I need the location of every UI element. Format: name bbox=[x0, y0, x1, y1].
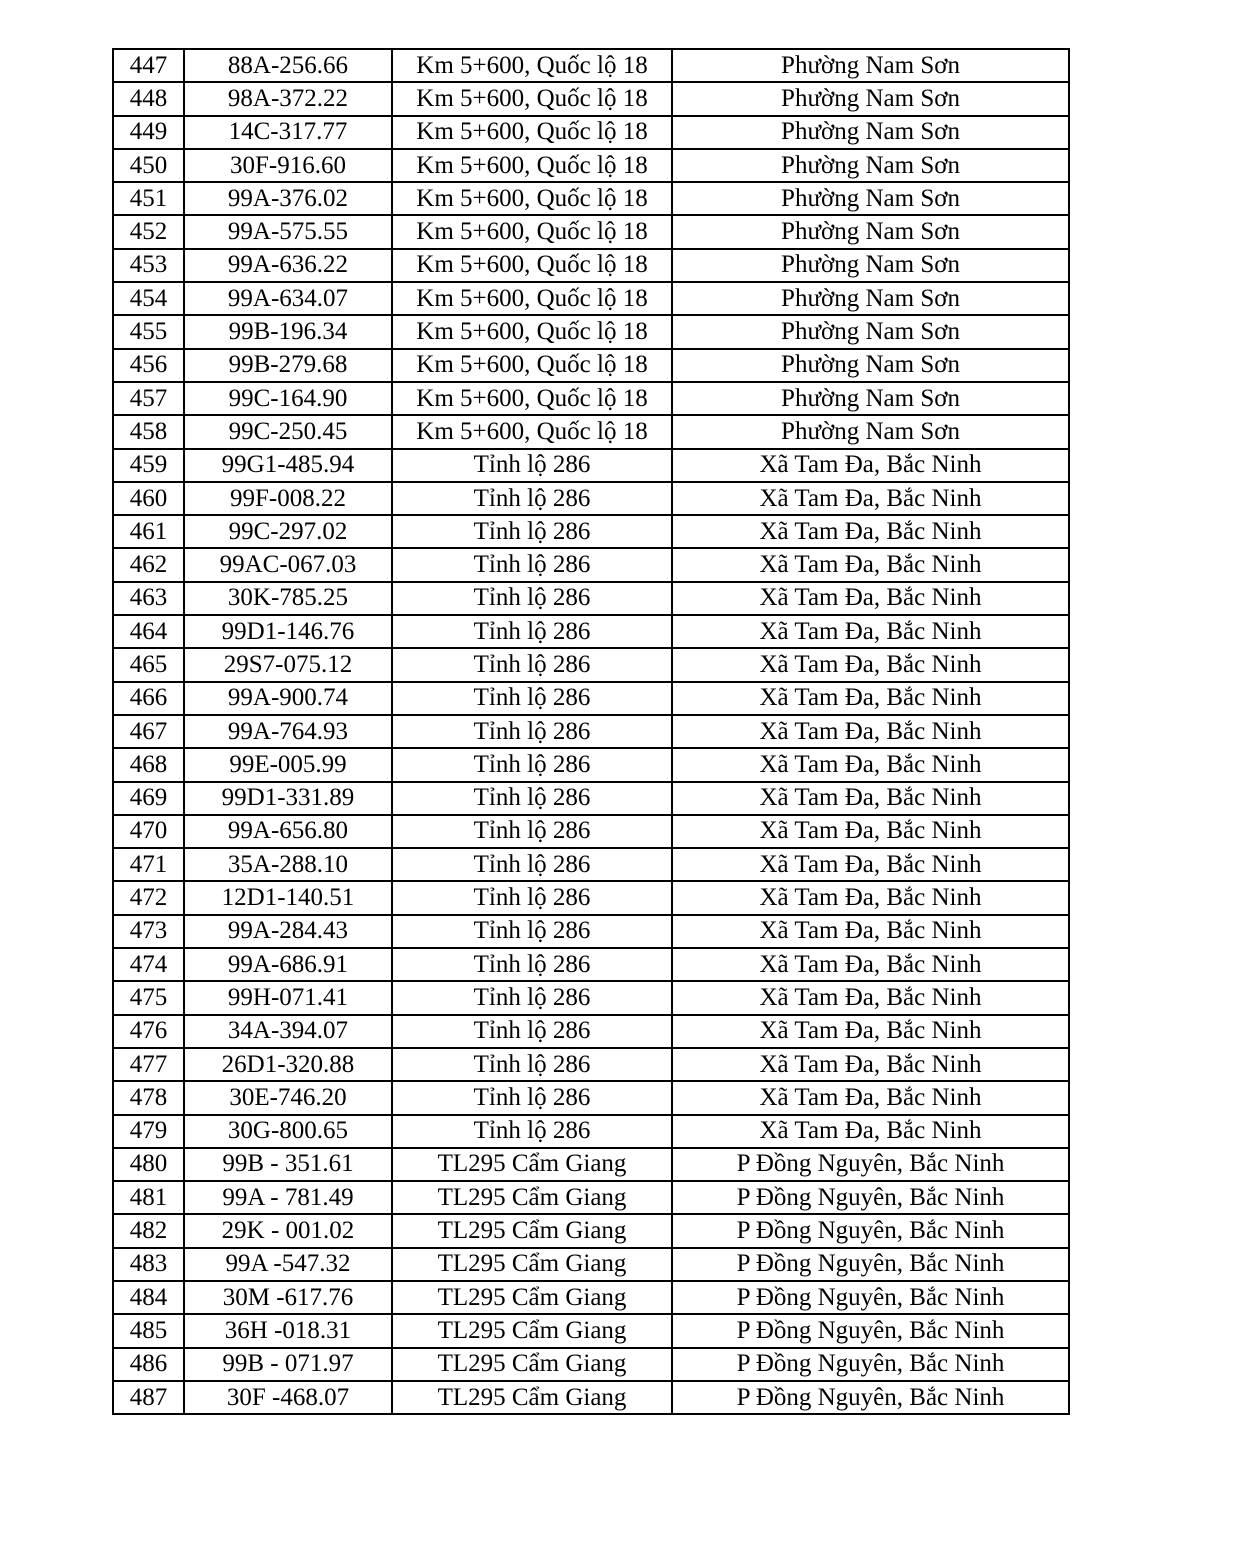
administrative-unit-cell: P Đồng Nguyên, Bắc Ninh bbox=[672, 1248, 1069, 1281]
license-plate-cell: 99A-376.02 bbox=[184, 182, 392, 215]
table-row bbox=[113, 1281, 1069, 1314]
administrative-unit-cell: Xã Tam Đa, Bắc Ninh bbox=[672, 548, 1069, 581]
license-plate-cell: 30E-746.20 bbox=[184, 1081, 392, 1114]
table-row bbox=[113, 948, 1069, 981]
row-number-cell: 449 bbox=[113, 116, 184, 149]
violation-location-cell: Tỉnh lộ 286 bbox=[392, 881, 672, 914]
table-row bbox=[113, 1148, 1069, 1181]
table-row bbox=[113, 1214, 1069, 1247]
table-row bbox=[113, 782, 1069, 815]
license-plate-cell: 99B - 351.61 bbox=[184, 1148, 392, 1181]
table-row bbox=[113, 881, 1069, 914]
table-row bbox=[113, 515, 1069, 548]
row-number-cell: 465 bbox=[113, 648, 184, 681]
table-row bbox=[113, 715, 1069, 748]
administrative-unit-cell: Xã Tam Đa, Bắc Ninh bbox=[672, 515, 1069, 548]
table-body bbox=[113, 49, 1069, 1414]
table-row bbox=[113, 1015, 1069, 1048]
violation-location-cell: TL295 Cẩm Giang bbox=[392, 1248, 672, 1281]
violation-location-cell: Tỉnh lộ 286 bbox=[392, 915, 672, 948]
row-number-cell: 473 bbox=[113, 915, 184, 948]
row-number-cell: 478 bbox=[113, 1081, 184, 1114]
administrative-unit-cell: P Đồng Nguyên, Bắc Ninh bbox=[672, 1148, 1069, 1181]
violation-location-cell: Tỉnh lộ 286 bbox=[392, 648, 672, 681]
license-plate-cell: 99A - 781.49 bbox=[184, 1181, 392, 1214]
table-row bbox=[113, 116, 1069, 149]
administrative-unit-cell: Xã Tam Đa, Bắc Ninh bbox=[672, 1081, 1069, 1114]
row-number-cell: 453 bbox=[113, 249, 184, 282]
violation-location-cell: Km 5+600, Quốc lộ 18 bbox=[392, 215, 672, 248]
row-number-cell: 486 bbox=[113, 1348, 184, 1381]
license-plate-cell: 35A-288.10 bbox=[184, 848, 392, 881]
violation-location-cell: Km 5+600, Quốc lộ 18 bbox=[392, 415, 672, 448]
table-row bbox=[113, 1115, 1069, 1148]
violation-location-cell: Tỉnh lộ 286 bbox=[392, 715, 672, 748]
violation-location-cell: Tỉnh lộ 286 bbox=[392, 515, 672, 548]
administrative-unit-cell: Phường Nam Sơn bbox=[672, 116, 1069, 149]
license-plate-cell: 26D1-320.88 bbox=[184, 1048, 392, 1081]
table-row bbox=[113, 349, 1069, 382]
violation-location-cell: Tỉnh lộ 286 bbox=[392, 748, 672, 781]
license-plate-cell: 98A-372.22 bbox=[184, 82, 392, 115]
violation-location-cell: Tỉnh lộ 286 bbox=[392, 482, 672, 515]
license-plate-cell: 99B - 071.97 bbox=[184, 1348, 392, 1381]
row-number-cell: 471 bbox=[113, 848, 184, 881]
row-number-cell: 472 bbox=[113, 881, 184, 914]
violation-location-cell: Tỉnh lộ 286 bbox=[392, 1015, 672, 1048]
administrative-unit-cell: P Đồng Nguyên, Bắc Ninh bbox=[672, 1381, 1069, 1414]
license-plate-cell: 36H -018.31 bbox=[184, 1314, 392, 1347]
row-number-cell: 455 bbox=[113, 315, 184, 348]
administrative-unit-cell: Xã Tam Đa, Bắc Ninh bbox=[672, 748, 1069, 781]
violation-location-cell: TL295 Cẩm Giang bbox=[392, 1181, 672, 1214]
row-number-cell: 485 bbox=[113, 1314, 184, 1347]
table-row bbox=[113, 1248, 1069, 1281]
row-number-cell: 451 bbox=[113, 182, 184, 215]
row-number-cell: 466 bbox=[113, 682, 184, 715]
license-plate-cell: 34A-394.07 bbox=[184, 1015, 392, 1048]
row-number-cell: 463 bbox=[113, 582, 184, 615]
table-row bbox=[113, 182, 1069, 215]
administrative-unit-cell: Xã Tam Đa, Bắc Ninh bbox=[672, 582, 1069, 615]
row-number-cell: 482 bbox=[113, 1214, 184, 1247]
license-plate-cell: 99C-297.02 bbox=[184, 515, 392, 548]
table-row bbox=[113, 548, 1069, 581]
violation-location-cell: Tỉnh lộ 286 bbox=[392, 848, 672, 881]
administrative-unit-cell: Phường Nam Sơn bbox=[672, 149, 1069, 182]
row-number-cell: 480 bbox=[113, 1148, 184, 1181]
administrative-unit-cell: Xã Tam Đa, Bắc Ninh bbox=[672, 948, 1069, 981]
row-number-cell: 477 bbox=[113, 1048, 184, 1081]
violation-location-cell: TL295 Cẩm Giang bbox=[392, 1148, 672, 1181]
administrative-unit-cell: Phường Nam Sơn bbox=[672, 415, 1069, 448]
violation-location-cell: Tỉnh lộ 286 bbox=[392, 1081, 672, 1114]
table-row bbox=[113, 1348, 1069, 1381]
administrative-unit-cell: P Đồng Nguyên, Bắc Ninh bbox=[672, 1348, 1069, 1381]
table-row bbox=[113, 1381, 1069, 1414]
administrative-unit-cell: Xã Tam Đa, Bắc Ninh bbox=[672, 881, 1069, 914]
violation-location-cell: Tỉnh lộ 286 bbox=[392, 615, 672, 648]
table-row bbox=[113, 449, 1069, 482]
license-plate-cell: 99H-071.41 bbox=[184, 981, 392, 1014]
row-number-cell: 462 bbox=[113, 548, 184, 581]
license-plate-cell: 30M -617.76 bbox=[184, 1281, 392, 1314]
table-row bbox=[113, 582, 1069, 615]
administrative-unit-cell: Xã Tam Đa, Bắc Ninh bbox=[672, 615, 1069, 648]
table-row bbox=[113, 282, 1069, 315]
row-number-cell: 454 bbox=[113, 282, 184, 315]
violation-location-cell: Tỉnh lộ 286 bbox=[392, 682, 672, 715]
administrative-unit-cell: Xã Tam Đa, Bắc Ninh bbox=[672, 915, 1069, 948]
table-row bbox=[113, 848, 1069, 881]
row-number-cell: 448 bbox=[113, 82, 184, 115]
administrative-unit-cell: Phường Nam Sơn bbox=[672, 382, 1069, 415]
table-row bbox=[113, 748, 1069, 781]
table-row bbox=[113, 415, 1069, 448]
license-plate-cell: 99AC-067.03 bbox=[184, 548, 392, 581]
administrative-unit-cell: P Đồng Nguyên, Bắc Ninh bbox=[672, 1281, 1069, 1314]
row-number-cell: 476 bbox=[113, 1015, 184, 1048]
license-plate-cell: 99E-005.99 bbox=[184, 748, 392, 781]
table-row bbox=[113, 215, 1069, 248]
license-plate-cell: 99D1-331.89 bbox=[184, 782, 392, 815]
violations-table bbox=[112, 48, 1070, 1415]
administrative-unit-cell: Phường Nam Sơn bbox=[672, 249, 1069, 282]
license-plate-cell: 99F-008.22 bbox=[184, 482, 392, 515]
table-row bbox=[113, 249, 1069, 282]
license-plate-cell: 14C-317.77 bbox=[184, 116, 392, 149]
administrative-unit-cell: Phường Nam Sơn bbox=[672, 315, 1069, 348]
violation-location-cell: Tỉnh lộ 286 bbox=[392, 1115, 672, 1148]
table-row bbox=[113, 648, 1069, 681]
license-plate-cell: 99A-686.91 bbox=[184, 948, 392, 981]
administrative-unit-cell: Xã Tam Đa, Bắc Ninh bbox=[672, 482, 1069, 515]
violation-location-cell: Tỉnh lộ 286 bbox=[392, 815, 672, 848]
violation-location-cell: Km 5+600, Quốc lộ 18 bbox=[392, 349, 672, 382]
violation-location-cell: Tỉnh lộ 286 bbox=[392, 1048, 672, 1081]
violation-location-cell: Km 5+600, Quốc lộ 18 bbox=[392, 282, 672, 315]
row-number-cell: 459 bbox=[113, 449, 184, 482]
row-number-cell: 458 bbox=[113, 415, 184, 448]
administrative-unit-cell: Xã Tam Đa, Bắc Ninh bbox=[672, 1115, 1069, 1148]
table-row bbox=[113, 149, 1069, 182]
administrative-unit-cell: Xã Tam Đa, Bắc Ninh bbox=[672, 981, 1069, 1014]
table-row bbox=[113, 682, 1069, 715]
table-row bbox=[113, 1314, 1069, 1347]
violation-location-cell: Km 5+600, Quốc lộ 18 bbox=[392, 249, 672, 282]
license-plate-cell: 99D1-146.76 bbox=[184, 615, 392, 648]
license-plate-cell: 99A-636.22 bbox=[184, 249, 392, 282]
violation-location-cell: Tỉnh lộ 286 bbox=[392, 582, 672, 615]
violation-location-cell: Km 5+600, Quốc lộ 18 bbox=[392, 49, 672, 82]
license-plate-cell: 99C-164.90 bbox=[184, 382, 392, 415]
row-number-cell: 468 bbox=[113, 748, 184, 781]
table-row bbox=[113, 981, 1069, 1014]
violation-location-cell: TL295 Cẩm Giang bbox=[392, 1314, 672, 1347]
violation-location-cell: TL295 Cẩm Giang bbox=[392, 1281, 672, 1314]
violation-location-cell: Km 5+600, Quốc lộ 18 bbox=[392, 82, 672, 115]
license-plate-cell: 99G1-485.94 bbox=[184, 449, 392, 482]
license-plate-cell: 99A-634.07 bbox=[184, 282, 392, 315]
table-row bbox=[113, 915, 1069, 948]
row-number-cell: 456 bbox=[113, 349, 184, 382]
violation-location-cell: Km 5+600, Quốc lộ 18 bbox=[392, 116, 672, 149]
table-row bbox=[113, 382, 1069, 415]
row-number-cell: 450 bbox=[113, 149, 184, 182]
administrative-unit-cell: Xã Tam Đa, Bắc Ninh bbox=[672, 682, 1069, 715]
row-number-cell: 487 bbox=[113, 1381, 184, 1414]
row-number-cell: 460 bbox=[113, 482, 184, 515]
violation-location-cell: Km 5+600, Quốc lộ 18 bbox=[392, 382, 672, 415]
violation-location-cell: TL295 Cẩm Giang bbox=[392, 1381, 672, 1414]
license-plate-cell: 99A-764.93 bbox=[184, 715, 392, 748]
violation-location-cell: Tỉnh lộ 286 bbox=[392, 981, 672, 1014]
row-number-cell: 469 bbox=[113, 782, 184, 815]
violation-location-cell: Tỉnh lộ 286 bbox=[392, 548, 672, 581]
administrative-unit-cell: Xã Tam Đa, Bắc Ninh bbox=[672, 848, 1069, 881]
row-number-cell: 461 bbox=[113, 515, 184, 548]
administrative-unit-cell: Phường Nam Sơn bbox=[672, 82, 1069, 115]
table-row bbox=[113, 615, 1069, 648]
table-row bbox=[113, 482, 1069, 515]
row-number-cell: 457 bbox=[113, 382, 184, 415]
administrative-unit-cell: Phường Nam Sơn bbox=[672, 282, 1069, 315]
license-plate-cell: 99B-279.68 bbox=[184, 349, 392, 382]
row-number-cell: 484 bbox=[113, 1281, 184, 1314]
table-row bbox=[113, 1181, 1069, 1214]
violation-location-cell: Tỉnh lộ 286 bbox=[392, 948, 672, 981]
table-row bbox=[113, 82, 1069, 115]
administrative-unit-cell: P Đồng Nguyên, Bắc Ninh bbox=[672, 1314, 1069, 1347]
administrative-unit-cell: Xã Tam Đa, Bắc Ninh bbox=[672, 449, 1069, 482]
table-row bbox=[113, 49, 1069, 82]
license-plate-cell: 99A-900.74 bbox=[184, 682, 392, 715]
row-number-cell: 479 bbox=[113, 1115, 184, 1148]
violation-location-cell: Km 5+600, Quốc lộ 18 bbox=[392, 149, 672, 182]
violation-location-cell: Km 5+600, Quốc lộ 18 bbox=[392, 182, 672, 215]
license-plate-cell: 30F -468.07 bbox=[184, 1381, 392, 1414]
license-plate-cell: 29S7-075.12 bbox=[184, 648, 392, 681]
violation-location-cell: TL295 Cẩm Giang bbox=[392, 1214, 672, 1247]
administrative-unit-cell: Xã Tam Đa, Bắc Ninh bbox=[672, 1015, 1069, 1048]
license-plate-cell: 99B-196.34 bbox=[184, 315, 392, 348]
violation-location-cell: Tỉnh lộ 286 bbox=[392, 449, 672, 482]
row-number-cell: 475 bbox=[113, 981, 184, 1014]
table-row bbox=[113, 315, 1069, 348]
violation-location-cell: TL295 Cẩm Giang bbox=[392, 1348, 672, 1381]
license-plate-cell: 29K - 001.02 bbox=[184, 1214, 392, 1247]
administrative-unit-cell: Xã Tam Đa, Bắc Ninh bbox=[672, 815, 1069, 848]
administrative-unit-cell: Xã Tam Đa, Bắc Ninh bbox=[672, 715, 1069, 748]
administrative-unit-cell: Xã Tam Đa, Bắc Ninh bbox=[672, 648, 1069, 681]
row-number-cell: 447 bbox=[113, 49, 184, 82]
row-number-cell: 474 bbox=[113, 948, 184, 981]
administrative-unit-cell: Xã Tam Đa, Bắc Ninh bbox=[672, 782, 1069, 815]
table-row bbox=[113, 1081, 1069, 1114]
license-plate-cell: 30G-800.65 bbox=[184, 1115, 392, 1148]
license-plate-cell: 30K-785.25 bbox=[184, 582, 392, 615]
license-plate-cell: 99A-575.55 bbox=[184, 215, 392, 248]
row-number-cell: 483 bbox=[113, 1248, 184, 1281]
row-number-cell: 481 bbox=[113, 1181, 184, 1214]
administrative-unit-cell: Phường Nam Sơn bbox=[672, 49, 1069, 82]
row-number-cell: 452 bbox=[113, 215, 184, 248]
row-number-cell: 470 bbox=[113, 815, 184, 848]
row-number-cell: 464 bbox=[113, 615, 184, 648]
administrative-unit-cell: P Đồng Nguyên, Bắc Ninh bbox=[672, 1214, 1069, 1247]
administrative-unit-cell: Phường Nam Sơn bbox=[672, 182, 1069, 215]
administrative-unit-cell: Phường Nam Sơn bbox=[672, 349, 1069, 382]
row-number-cell: 467 bbox=[113, 715, 184, 748]
license-plate-cell: 99A-284.43 bbox=[184, 915, 392, 948]
license-plate-cell: 30F-916.60 bbox=[184, 149, 392, 182]
violation-location-cell: Km 5+600, Quốc lộ 18 bbox=[392, 315, 672, 348]
license-plate-cell: 88A-256.66 bbox=[184, 49, 392, 82]
violation-location-cell: Tỉnh lộ 286 bbox=[392, 782, 672, 815]
license-plate-cell: 99A-656.80 bbox=[184, 815, 392, 848]
administrative-unit-cell: Xã Tam Đa, Bắc Ninh bbox=[672, 1048, 1069, 1081]
license-plate-cell: 99C-250.45 bbox=[184, 415, 392, 448]
table-row bbox=[113, 1048, 1069, 1081]
administrative-unit-cell: Phường Nam Sơn bbox=[672, 215, 1069, 248]
table-row bbox=[113, 815, 1069, 848]
license-plate-cell: 99A -547.32 bbox=[184, 1248, 392, 1281]
license-plate-cell: 12D1-140.51 bbox=[184, 881, 392, 914]
administrative-unit-cell: P Đồng Nguyên, Bắc Ninh bbox=[672, 1181, 1069, 1214]
